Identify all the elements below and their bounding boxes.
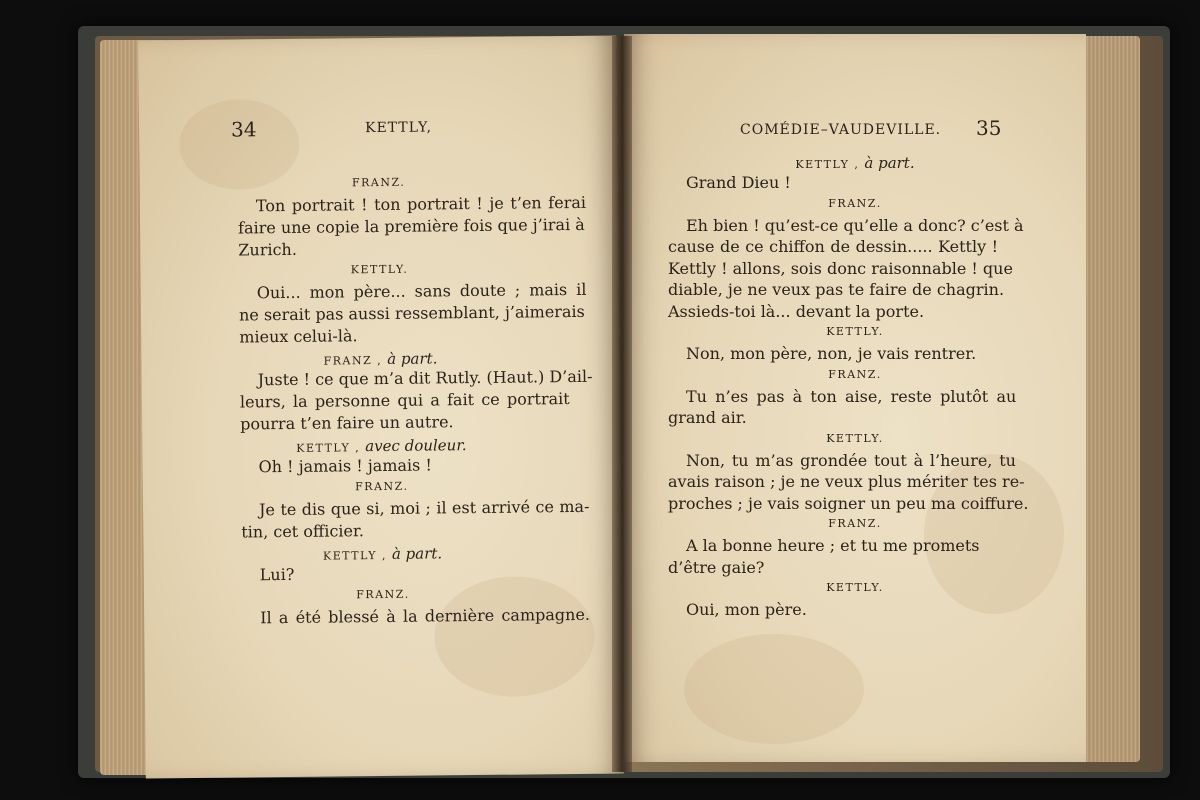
text-line: Lui?: [259, 564, 295, 585]
text-line: faire une copie la première fois que j’irai à: [238, 214, 585, 238]
speaker-name: KETTLY.: [826, 581, 884, 594]
book-gutter: [612, 36, 632, 772]
speaker-name: KETTLY , avec douleur.: [296, 436, 467, 456]
speaker-name: FRANZ.: [828, 196, 882, 210]
left-page: [138, 36, 624, 779]
speaker-name: KETTLY , à part.: [322, 544, 443, 563]
speaker-name: KETTLY.: [826, 325, 884, 338]
speaker-name: KETTLY.: [350, 262, 409, 277]
text-line: Oh ! jamais ! jamais !: [258, 455, 432, 477]
running-header-left: KETTLY,: [364, 119, 433, 137]
text-line: Il a été blessé à la dernière campagne.: [260, 604, 591, 628]
text-line: leurs, la personne qui a fait ce portrait: [239, 389, 570, 412]
text-line: A la bonne heure ; et tu me promets: [686, 536, 980, 555]
text-line: mieux celui-là.: [239, 326, 358, 347]
text-line: avais raison ; je ne veux plus mériter tes re-: [668, 472, 1025, 491]
stage-direction: à part.: [391, 544, 443, 563]
text-line: Oui... mon père... sans doute ; mais il: [256, 279, 587, 303]
text-line: Ton portrait ! ton portrait ! je t’en ferai: [255, 192, 587, 216]
page-number-right: 35: [976, 116, 1002, 140]
speaker-name: FRANZ.: [828, 367, 882, 381]
text-line: Juste ! ce que m’a dit Rutly. (Haut.) D’ail-: [257, 366, 593, 390]
running-header-right: COMÉDIE–VAUDEVILLE.: [740, 122, 942, 138]
text-line: Assieds-toi là... devant la porte.: [668, 301, 925, 321]
speaker-name: KETTLY , à part.: [795, 154, 915, 172]
text-line: Kettly ! allons, sois donc raisonnable ! que: [668, 258, 1013, 278]
speaker-name: FRANZ.: [351, 175, 406, 190]
stage-direction: avec douleur.: [365, 436, 467, 456]
text-line: Eh bien ! qu’est-ce qu’elle a donc? c’est à: [686, 215, 1024, 235]
text-line: d’être gaie?: [668, 557, 765, 577]
speaker-name: FRANZ.: [356, 587, 410, 602]
text-line: ne serait pas aussi ressemblant, j’aimerais: [238, 301, 585, 325]
paper-stain: [684, 634, 864, 744]
text-line: Oui, mon père.: [686, 600, 807, 619]
speaker-name: FRANZ.: [355, 479, 409, 494]
text-line: Tu n’es pas à ton aise, reste plutôt au: [686, 386, 1017, 406]
text-line: proches ; je vais soigner un peu ma coiffure.: [668, 493, 1029, 513]
speaker-name: FRANZ.: [828, 517, 882, 530]
text-line: Grand Dieu !: [686, 173, 791, 192]
text-line: cause de ce chiffon de dessin..... Kettly !: [668, 237, 999, 256]
speaker-name: KETTLY.: [826, 431, 884, 445]
text-line: diable, je ne veux pas te faire de chagrin.: [668, 280, 1005, 299]
text-line: grand air.: [668, 408, 747, 427]
text-line: Zurich.: [238, 239, 297, 260]
stage-direction: à part.: [387, 349, 438, 368]
speaker-name: FRANZ , à part.: [323, 349, 438, 368]
page-number-left: 34: [230, 117, 257, 142]
text-line: pourra t’en faire un autre.: [240, 412, 454, 434]
text-line: Non, tu m’as grondée tout à l’heure, tu: [686, 450, 1016, 470]
text-line: tin, cet officier.: [241, 521, 365, 542]
stage-direction: à part.: [864, 154, 915, 172]
right-page-edges: [1078, 36, 1140, 762]
text-line: Je te dis que si, moi ; il est arrivé ce ma-: [258, 496, 590, 520]
text-line: Non, mon père, non, je vais rentrer.: [686, 344, 977, 363]
right-page: [624, 34, 1086, 762]
